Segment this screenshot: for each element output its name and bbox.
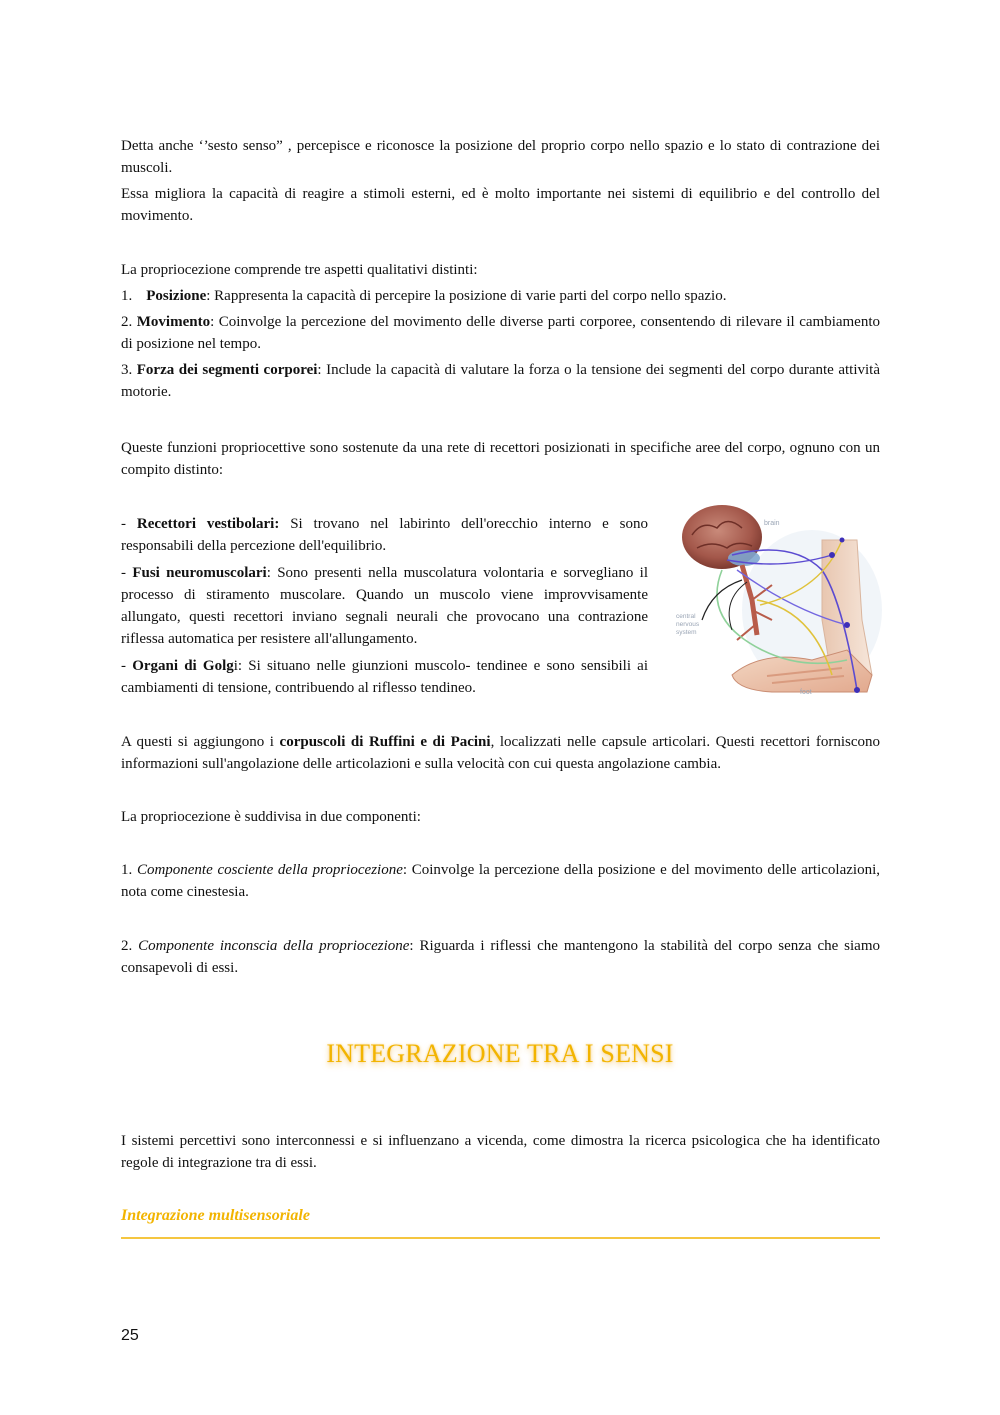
aspect-term: Posizione (146, 288, 207, 304)
aspects-lead: La propriocezione comprende tre aspetti qualitativi distinti: (121, 262, 478, 278)
figure-label-cns: nervous (676, 621, 700, 628)
receptors-list (121, 513, 648, 704)
aspect-term: Forza dei segmenti corporei (136, 362, 318, 378)
receptor-text: Si trovano nel labirinto dell'orecchio interno e sono responsabili della percezione dell'equilibrio. (121, 516, 648, 554)
component-term: Componente inconscia della propriocezione (138, 938, 410, 954)
list-dash: - (121, 658, 133, 674)
figure-label-cns: system (676, 629, 697, 636)
figure-label-foot: foot (800, 689, 812, 696)
aspect-text: : Include la capacità di valutare la forza o la tensione dei segmenti del corpo durante attività motorie. (121, 362, 880, 400)
receptors-lead-section (121, 437, 880, 481)
receptor-term: Recettori vestibolari: (136, 516, 280, 532)
corpuscoli-term: corpuscoli di Ruffini e di Pacini (279, 734, 491, 750)
corpuscoli-section (121, 731, 880, 775)
subsection-heading: Integrazione multisensoriale (121, 1207, 310, 1224)
component-paragraph (121, 935, 880, 979)
aspect-number: 3. (121, 362, 133, 378)
aspect-text: : Rappresenta la capacità di percepire la posizione di varie parti del corpo nello spazio. (206, 288, 727, 304)
intro-section (121, 135, 880, 227)
integration-paragraph: I sistemi percettivi sono interconnessi e si influenzano a vicenda, come dimostra la ricerca psicologica che ha identificato regole di integrazione tra di essi. (121, 1133, 880, 1171)
corpuscoli-pre: A questi si aggiungono i (121, 734, 280, 750)
component-text: : Coinvolge la percezione della posizione e del movimento delle articolazioni, nota come cinestesia. (121, 862, 880, 900)
receptor-text: i: Si situano nelle giunzioni muscolo- tendinee e sono sensibili ai cambiamenti di tensione, contribuendo al riflesso tendineo. (121, 658, 648, 696)
list-dash: - (121, 565, 133, 581)
receptor-text: : Sono presenti nella muscolatura volontaria e sorvegliano il processo di stiramento muscolare. Quando un muscolo viene improvvisamente allungato, questi recettori inviano segnali neurali che provocano una contrazione riflessa automatica per resistere all'allungamento. (121, 565, 648, 647)
receptor-item-golgi (121, 655, 648, 699)
corpuscoli-paragraph (121, 731, 880, 775)
heading-underline (121, 1237, 880, 1239)
aspect-text: : Coinvolge la percezione del movimento delle diverse parti corporee, consentendo di rilevare il cambiamento di posizione nel tempo. (121, 314, 881, 352)
integration-section (121, 1130, 880, 1174)
section-heading: INTEGRAZIONE TRA I SENSI (326, 1039, 674, 1068)
component-term: Componente cosciente della propriocezione (136, 862, 403, 878)
receptors-lead: Queste funzioni propriocettive sono sostenute da una rete di recettori posizionati in specifiche aree del corpo, ognuno con un compito distinto: (121, 440, 880, 478)
aspects-section (121, 259, 880, 403)
page-number: 25 (121, 1327, 139, 1344)
figure-label-cns: central (676, 613, 696, 620)
receptor-term: Organi di Golg (132, 658, 234, 674)
receptor-item-vestibolari (121, 513, 648, 557)
receptor-term: Fusi neuromuscolari (132, 565, 267, 581)
intro-paragraph-2: Essa migliora la capacità di reagire a stimoli esterni, ed è molto importante nei sistemi di equilibrio e del controllo del movimento. (121, 186, 880, 224)
aspect-number: 2. (121, 314, 133, 330)
component-number: 2. (121, 938, 139, 954)
aspect-term: Movimento (136, 314, 211, 330)
list-dash: - (121, 516, 137, 532)
anatomy-illustration (672, 500, 882, 700)
component-number: 1. (121, 862, 137, 878)
figure-label-brain: brain (764, 520, 780, 527)
aspect-item-posizione (121, 285, 880, 307)
component-item-cosciente (121, 859, 880, 903)
corpuscoli-post: , localizzati nelle capsule articolari. Questi recettori forniscono informazioni sull'angolazione delle articolazioni e sulla velocità con cui questa angolazione cambia. (121, 734, 880, 772)
proprioception-illustration (672, 500, 882, 700)
aspect-item-movimento (121, 311, 880, 355)
components-lead-section (121, 806, 880, 828)
components-lead: La propriocezione è suddivisa in due componenti: (121, 809, 421, 825)
aspect-number: 1. (121, 288, 133, 304)
receptor-item-fusi (121, 562, 648, 650)
component-item-inconscia (121, 935, 880, 979)
intro-paragraph-1: Detta anche ‘’sesto senso” , percepisce e riconosce la posizione del proprio corpo nello spazio e lo stato di contrazione dei muscoli. (121, 138, 880, 176)
component-paragraph (121, 859, 880, 903)
component-text: : Riguarda i riflessi che mantengono la stabilità del corpo senza che siamo consapevoli di essi. (121, 938, 880, 976)
aspect-item-forza (121, 359, 880, 403)
